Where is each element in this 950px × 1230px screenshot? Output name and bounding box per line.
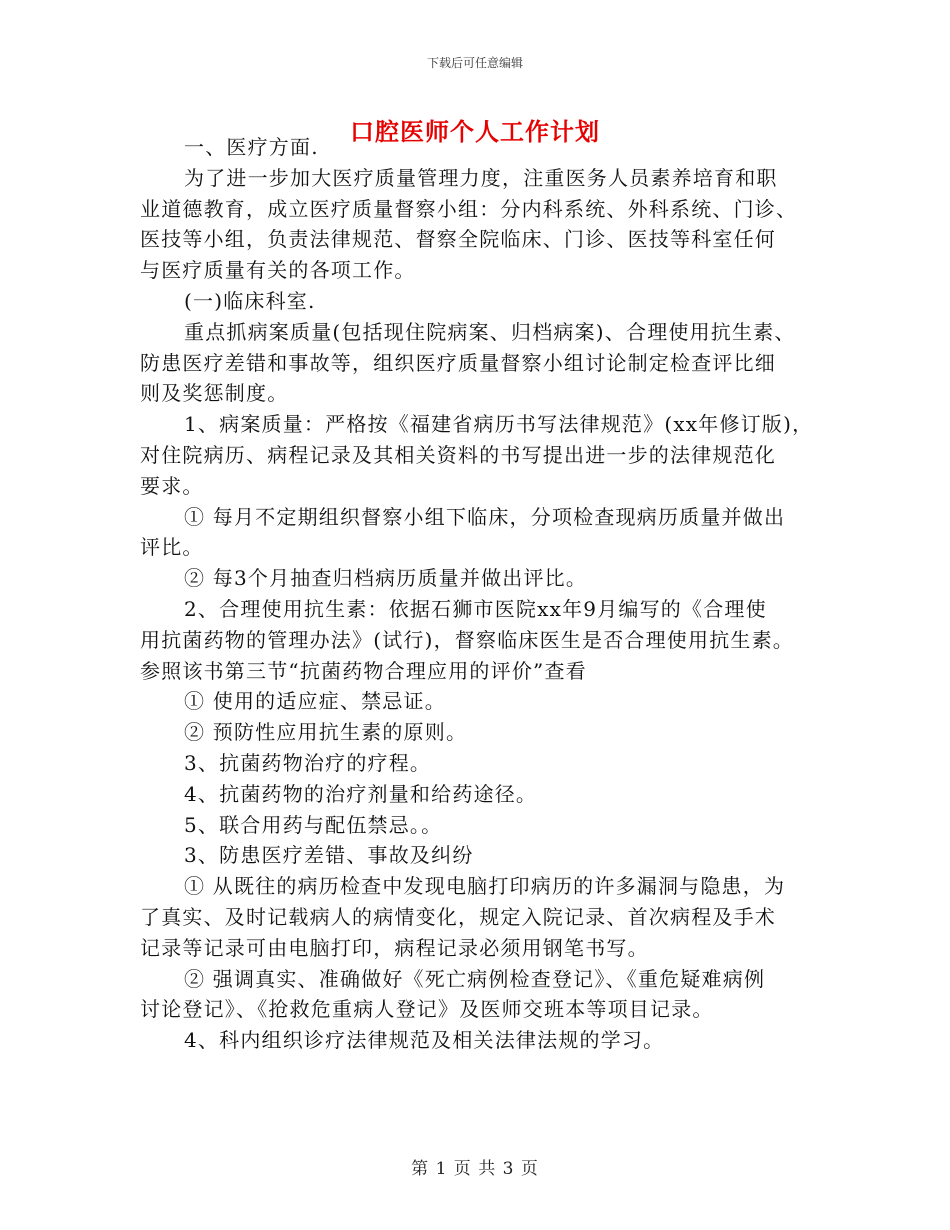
paragraph: [140, 132, 820, 163]
text-line: 与医疗质量有关的各项工作。: [140, 258, 416, 283]
text-line: 参照该书第三节“抗菌药物合理应用的评价”查看: [140, 658, 587, 683]
paragraph: [140, 717, 820, 748]
text-line: ① 使用的适应症、禁忌证。: [184, 689, 446, 714]
text-line: 用抗菌药物的管理办法》(试行)，督察临床医生是否合理使用抗生素。: [140, 627, 795, 652]
text-line: 4、科内组织诊疗法律规范及相关法律法规的学习。: [184, 1028, 665, 1053]
text-line: 讨论登记》、《抢救危重病人登记》及医师交班本等项目记录。: [140, 997, 714, 1022]
text-line: 防患医疗差错和事故等，组织医疗质量督察小组讨论制定检查评比细: [140, 350, 776, 375]
text-line: (一)临床科室.: [184, 288, 316, 313]
text-line: 2、合理使用抗生素：依据石狮市医院xx年9月编写的《合理使: [184, 596, 767, 621]
paragraph: [140, 840, 820, 871]
text-line: 3、抗菌药物治疗的疗程。: [184, 750, 432, 775]
text-line: 了真实、及时记载病人的病情变化，规定入院记录、首次病程及手术: [140, 904, 776, 929]
header-note: 下载后可任意编辑: [426, 56, 523, 70]
text-line: 1、病案质量：严格按《福建省病历书写法律规范》(xx年修订版)，: [184, 412, 814, 437]
text-line: 5、联合用药与配伍禁忌。。: [184, 812, 443, 837]
text-line: 要求。: [140, 473, 204, 498]
text-line: ② 强调真实、准确做好《死亡病例检查登记》、《重危疑难病例: [184, 966, 766, 991]
paragraph: [140, 409, 820, 501]
document-body: [140, 132, 820, 1056]
text-line: 重点抓病案质量(包括现住院病案、归档病案)、合理使用抗生素、: [184, 319, 796, 344]
page-footer: 第 1 页 共 3 页: [411, 1159, 539, 1179]
paragraph: [140, 317, 820, 409]
text-line: 4、抗菌药物的治疗剂量和给药途径。: [184, 781, 538, 806]
text-line: 为了进一步加大医疗质量管理力度，注重医务人员素养培育和职: [184, 165, 778, 190]
paragraph: [140, 1025, 820, 1056]
paragraph: [140, 779, 820, 810]
text-line: 医技等小组，负责法律规范、督察全院临床、门诊、医技等科室任何: [140, 227, 776, 252]
text-line: 业道德教育，成立医疗质量督察小组：分内科系统、外科系统、门诊、: [140, 196, 798, 221]
paragraph: [140, 686, 820, 717]
text-line: 3、防患医疗差错、事故及纠纷: [184, 843, 474, 868]
paragraph: [140, 563, 820, 594]
paragraph: [140, 748, 820, 779]
paragraph: [140, 594, 820, 686]
paragraph: [140, 163, 820, 286]
paragraph: [140, 964, 820, 1026]
text-line: 评比。: [140, 535, 204, 560]
paragraph: [140, 871, 820, 963]
paragraph: [140, 502, 820, 564]
text-line: 记录等记录可由电脑打印，病程记录必须用钢笔书写。: [140, 935, 649, 960]
text-line: ② 预防性应用抗生素的原则。: [184, 720, 468, 745]
text-line: ① 从既往的病历检查中发现电脑打印病历的许多漏洞与隐患，为: [184, 874, 786, 899]
paragraph: [140, 286, 820, 317]
document-title: 口腔医师个人工作计划: [350, 118, 600, 146]
paragraph: [140, 810, 820, 841]
text-line: 一、医疗方面.: [184, 135, 319, 159]
text-line: ① 每月不定期组织督察小组下临床，分项检查现病历质量并做出: [184, 504, 786, 529]
text-line: ② 每3个月抽查归档病历质量并做出评比。: [184, 566, 588, 591]
text-line: 则及奖惩制度。: [140, 381, 289, 406]
text-line: 对住院病历、病程记录及其相关资料的书写提出进一步的法律规范化: [140, 442, 776, 467]
